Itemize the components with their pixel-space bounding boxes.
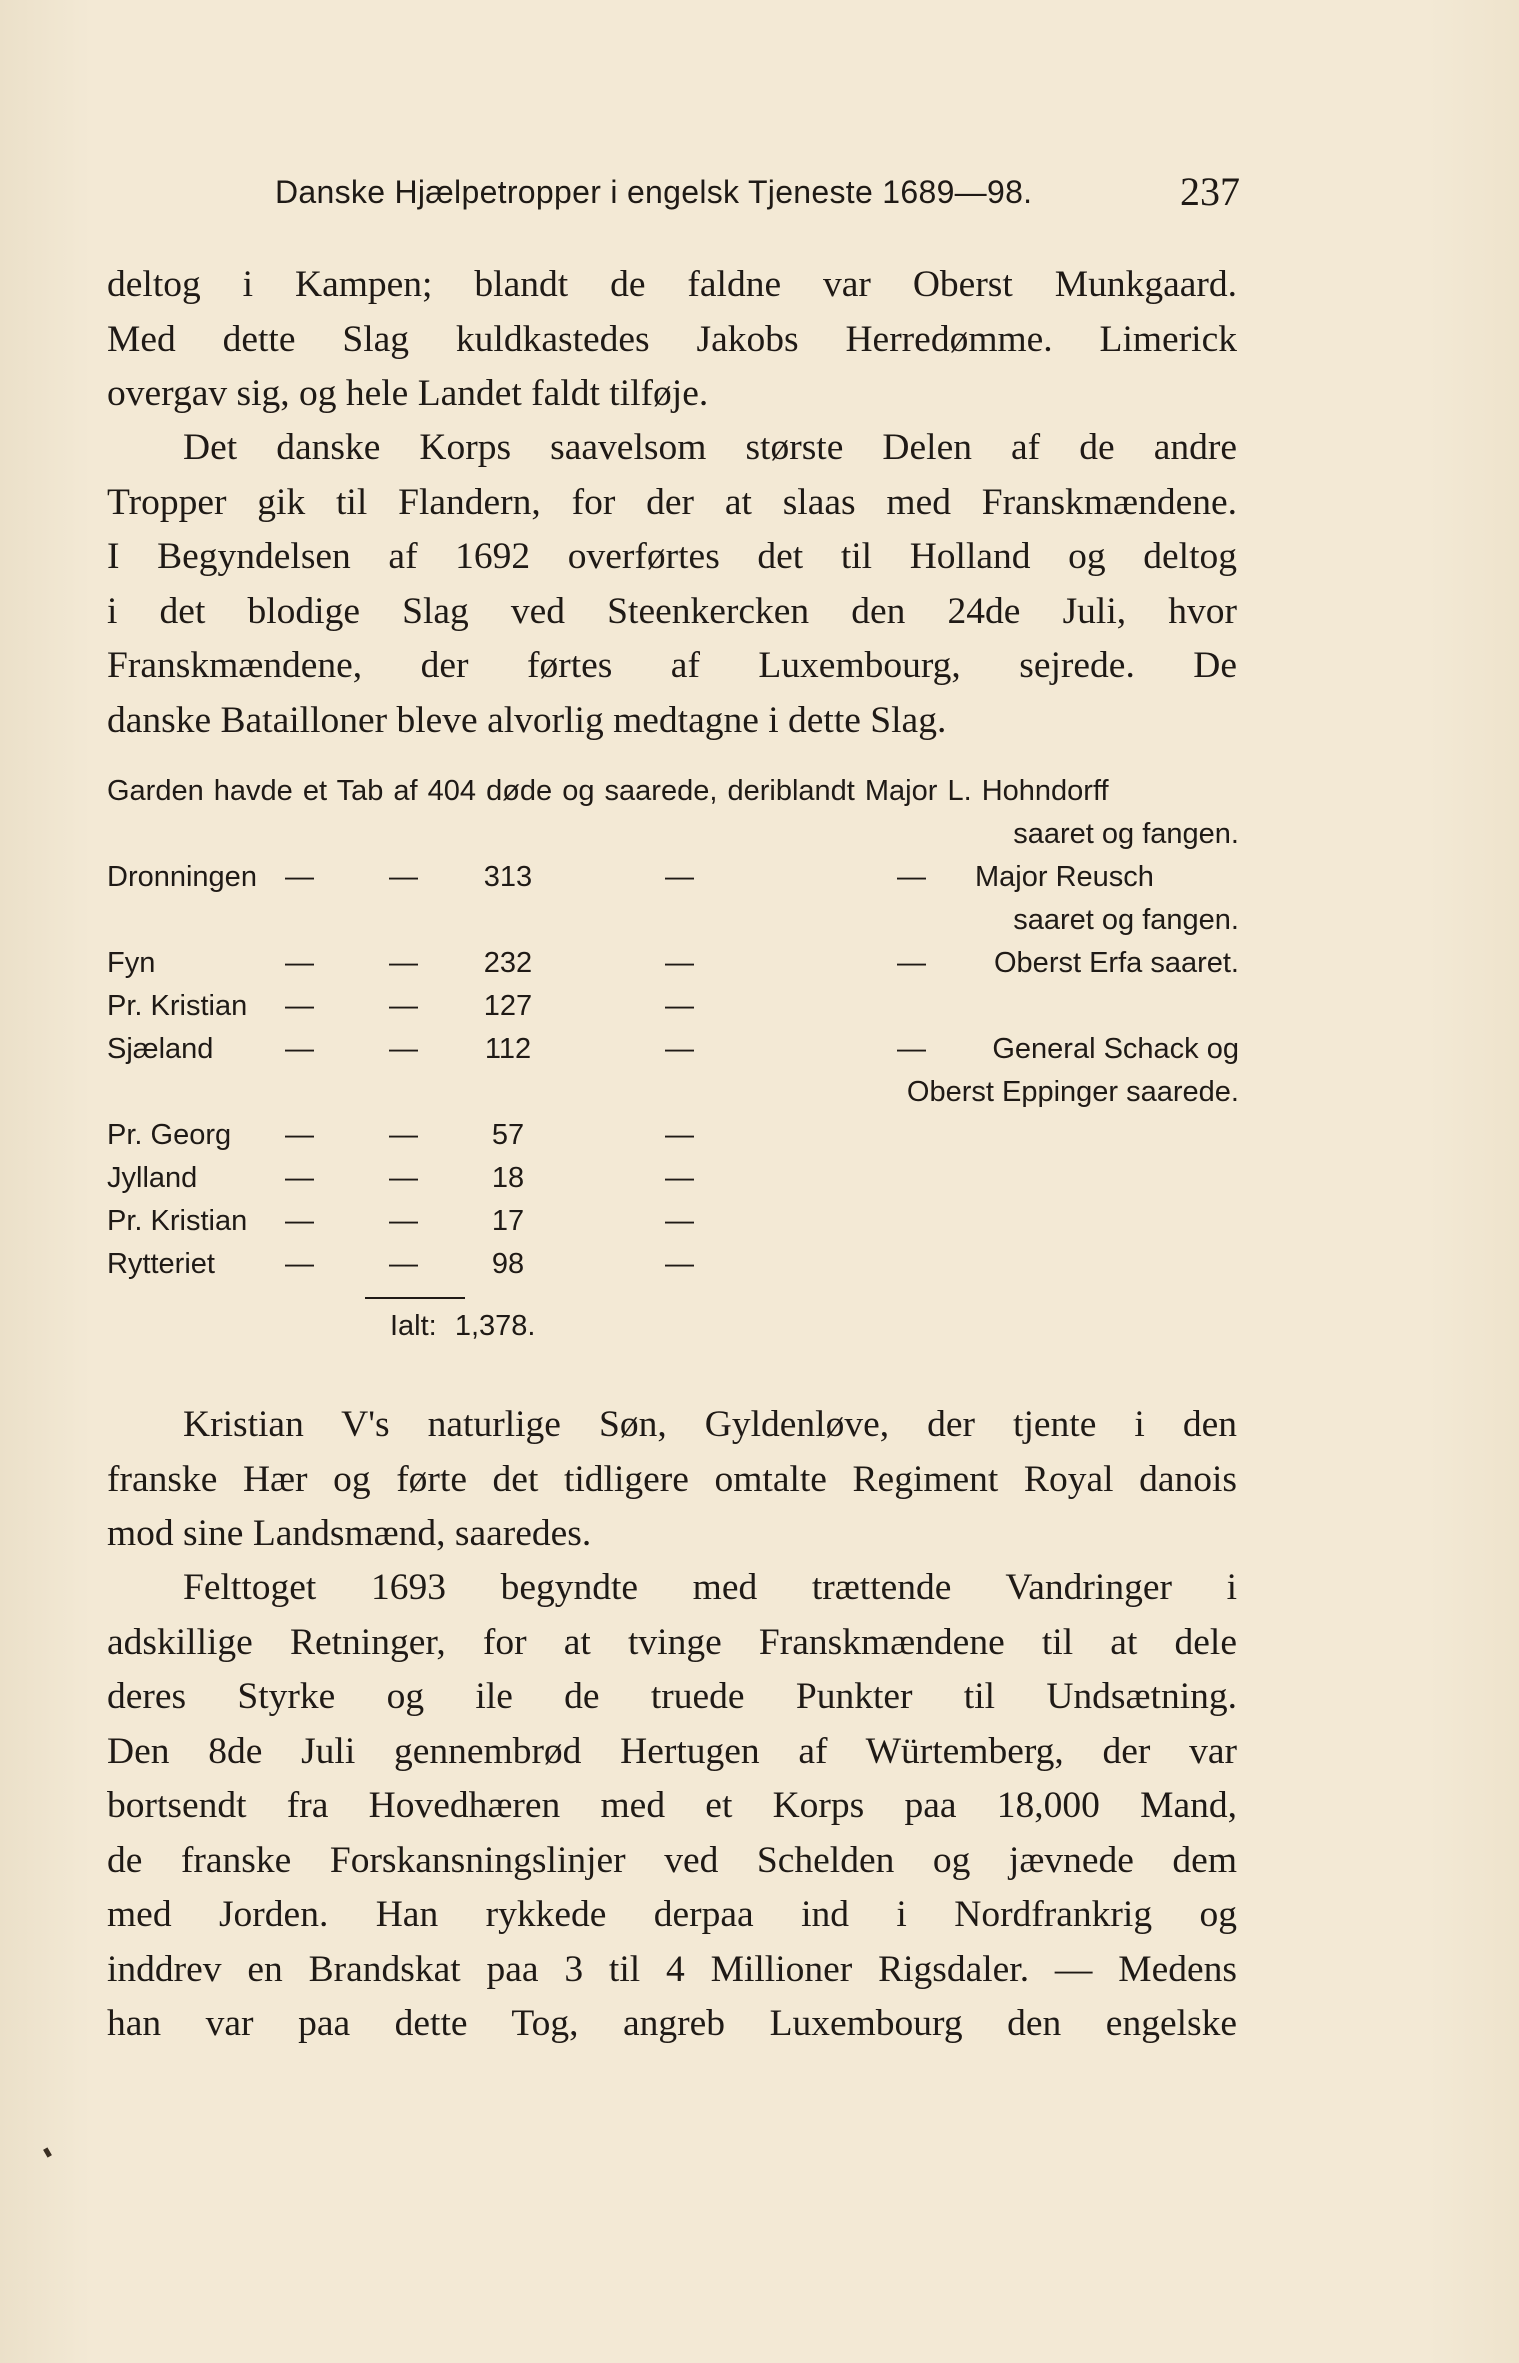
running-header (275, 168, 1240, 218)
paragraph-3 (107, 1398, 1237, 1562)
ditto-mark: — (389, 1205, 418, 1237)
page-number: 237 (1180, 169, 1240, 214)
ditto-mark: — (665, 861, 694, 893)
ditto-mark: — (665, 1248, 694, 1280)
text-line: adskillige Retninger, for at tvinge Franskmændene til at dele (107, 1621, 1237, 1663)
paragraph-1 (107, 258, 1237, 422)
paragraph-2 (107, 421, 1237, 748)
text-line: han var paa dette Tog, angreb Luxembourg den engelske (107, 2003, 1237, 2044)
table-row (107, 1033, 1239, 1076)
total-label: Ialt: (390, 1310, 437, 1342)
ditto-mark: — (389, 990, 418, 1022)
table-total (390, 1310, 535, 1343)
ditto-mark: — (285, 1033, 314, 1065)
text-line: Franskmændene, der førtes af Luxembourg, sejrede. De (107, 645, 1237, 686)
sum-rule (365, 1297, 465, 1299)
casualty-count: 112 (484, 1033, 532, 1065)
ditto-mark: — (665, 990, 694, 1022)
table-row (107, 904, 1239, 947)
text-line: Felttoget 1693 begyndte med trættende Vandringer i (183, 1567, 1237, 1608)
unit-name: Pr. Georg (107, 1119, 232, 1151)
ditto-mark: — (665, 1119, 694, 1151)
ditto-mark: — (665, 1205, 694, 1237)
ditto-mark: — (389, 861, 418, 893)
text-line: de franske Forskansningslinjer ved Schelden og jævnede dem (107, 1839, 1237, 1881)
ditto-mark: — (285, 947, 314, 979)
ditto-mark: — (897, 947, 926, 979)
ditto-mark: — (389, 1162, 418, 1194)
table-row (107, 775, 1239, 818)
casualty-count: 313 (483, 861, 533, 893)
table-row (107, 990, 1239, 1033)
table-note: General Schack og (992, 1033, 1239, 1065)
casualty-count: 18 (491, 1162, 525, 1194)
ditto-mark: — (285, 1162, 314, 1194)
table-row (107, 1162, 1239, 1205)
ditto-mark: — (285, 1205, 314, 1237)
unit-name: Jylland (107, 1162, 198, 1194)
casualty-count: 57 (491, 1119, 525, 1151)
total-value: 1,378. (454, 1310, 536, 1342)
table-note: Major Reusch (975, 861, 1154, 893)
unit-name: Sjæland (107, 1033, 214, 1065)
casualty-count: 127 (483, 990, 533, 1022)
casualty-table (107, 775, 1239, 1291)
unit-name: Pr. Kristian (107, 990, 248, 1022)
table-note: Oberst Erfa saaret. (994, 947, 1239, 979)
ditto-mark: — (389, 947, 418, 979)
table-note: saaret og fangen. (1013, 818, 1239, 850)
text-line: mod sine Landsmænd, saaredes. (107, 1513, 592, 1554)
table-row (107, 1248, 1239, 1291)
text-line: Tropper gik til Flandern, for der at slaas med Franskmændene. (107, 481, 1237, 523)
text-line: franske Hær og førte det tidligere omtalte Regiment Royal danois (107, 1458, 1237, 1500)
text-line: deres Styrke og ile de truede Punkter til Undsætning. (107, 1676, 1237, 1717)
table-row (107, 947, 1239, 990)
text-line: med Jorden. Han rykkede derpaa ind i Nordfrankrig og (107, 1894, 1237, 1935)
ditto-mark: — (665, 1033, 694, 1065)
unit-name: Fyn (107, 947, 156, 979)
unit-name: Pr. Kristian (107, 1205, 248, 1237)
text-line: deltog i Kampen; blandt de faldne var Oberst Munkgaard. (107, 264, 1237, 305)
table-note: Oberst Eppinger saarede. (906, 1076, 1239, 1108)
ditto-mark: — (389, 1119, 418, 1151)
ditto-mark: — (285, 1248, 314, 1280)
casualty-count: 98 (491, 1248, 525, 1280)
text-line: danske Batailloner bleve alvorlig medtagne i dette Slag. (107, 699, 947, 741)
text-line: Den 8de Juli gennembrød Hertugen af Würtemberg, der var (107, 1730, 1237, 1772)
casualty-count: 232 (483, 947, 533, 979)
table-row-garden: Garden havde et Tab af 404 døde og saarede, deriblandt Major L. Hohndorff (107, 775, 1109, 807)
text-line: Det danske Korps saavelsom største Delen af de andre (183, 427, 1237, 468)
table-row (107, 818, 1239, 861)
ditto-mark: — (285, 861, 314, 893)
ditto-mark: — (665, 947, 694, 979)
running-title: Danske Hjælpetropper i engelsk Tjeneste 1689—98. (275, 174, 1033, 210)
table-row (107, 1205, 1239, 1248)
text-line: I Begyndelsen af 1692 overførtes det til Holland og deltog (107, 536, 1237, 577)
paper-speck (43, 2147, 52, 2157)
text-line: overgav sig, og hele Landet faldt tilføje. (107, 373, 709, 414)
ditto-mark: — (665, 1162, 694, 1194)
unit-name: Rytteriet (107, 1248, 215, 1280)
table-row (107, 1119, 1239, 1162)
table-note: saaret og fangen. (1013, 904, 1239, 936)
unit-name: Dronningen (107, 861, 257, 893)
table-row (107, 861, 1239, 904)
paragraph-4 (107, 1561, 1237, 2052)
ditto-mark: — (897, 861, 926, 893)
table-row (107, 1076, 1239, 1119)
ditto-mark: — (389, 1248, 418, 1280)
text-line: inddrev en Brandskat paa 3 til 4 Millioner Rigsdaler. — Medens (107, 1948, 1237, 1990)
text-line: Med dette Slag kuldkastedes Jakobs Herredømme. Limerick (107, 318, 1237, 360)
ditto-mark: — (285, 990, 314, 1022)
ditto-mark: — (285, 1119, 314, 1151)
casualty-count: 17 (491, 1205, 525, 1237)
text-line: i det blodige Slag ved Steenkercken den 24de Juli, hvor (107, 590, 1237, 632)
ditto-mark: — (389, 1033, 418, 1065)
text-line: Kristian V's naturlige Søn, Gyldenløve, der tjente i den (183, 1404, 1237, 1445)
ditto-mark: — (897, 1033, 926, 1065)
text-line: bortsendt fra Hovedhæren med et Korps paa 18,000 Mand, (107, 1785, 1237, 1826)
